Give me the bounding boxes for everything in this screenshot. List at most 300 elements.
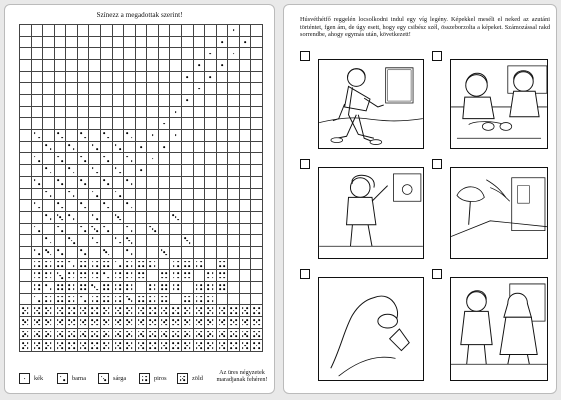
- grid-dot: [45, 300, 47, 302]
- grid-dot: [196, 335, 198, 337]
- grid-cell: [147, 212, 159, 224]
- grid-cell: [217, 305, 229, 317]
- grid-cell: [55, 200, 67, 212]
- grid-dot: [198, 321, 200, 323]
- grid-dot: [115, 284, 117, 286]
- grid-dot: [82, 321, 84, 323]
- grid-dot: [230, 335, 232, 337]
- story-panel-2: [450, 59, 548, 149]
- grid-cell: [194, 142, 206, 154]
- grid-cell: [159, 142, 171, 154]
- grid-cell: [194, 282, 206, 294]
- grid-dot: [131, 242, 133, 244]
- grid-dot: [235, 307, 237, 309]
- grid-dot: [36, 310, 38, 312]
- cell-dot-pattern: [182, 329, 193, 340]
- grid-dot: [247, 307, 249, 309]
- grid-dot: [61, 289, 63, 291]
- grid-dot: [50, 289, 52, 291]
- grid-cell: [217, 224, 229, 236]
- grid-dot: [230, 331, 232, 333]
- grid-dot: [177, 261, 179, 263]
- grid-dot: [138, 331, 140, 333]
- boy-girl-table-illustration: [451, 60, 547, 148]
- grid-cell: [20, 118, 32, 130]
- grid-cell: [159, 118, 171, 130]
- cell-dot-pattern: [32, 317, 43, 328]
- grid-dot: [230, 307, 232, 309]
- panel-1-checkbox[interactable]: [300, 51, 310, 61]
- grid-cell: [240, 329, 252, 341]
- grid-dot: [119, 307, 121, 309]
- grid-dot: [27, 347, 29, 349]
- grid-cell: [205, 270, 217, 282]
- grid-dot: [50, 324, 52, 326]
- grid-cell: [78, 25, 90, 37]
- cell-dot-pattern: [170, 212, 181, 223]
- cell-dot-pattern: [124, 247, 135, 258]
- grid-dot: [82, 310, 84, 312]
- grid-dot: [161, 319, 163, 321]
- grid-cell: [89, 153, 101, 165]
- grid-dot: [131, 273, 133, 275]
- grid-dot: [177, 277, 179, 279]
- grid-dot: [230, 312, 232, 314]
- grid-dot: [219, 335, 221, 337]
- cell-dot-pattern: [159, 142, 170, 153]
- cell-dot-pattern: [170, 305, 181, 316]
- cell-dot-pattern: [251, 340, 262, 351]
- grid-cell: [136, 294, 148, 306]
- grid-cell: [113, 153, 125, 165]
- grid-cell: [101, 329, 113, 341]
- grid-cell: [170, 153, 182, 165]
- grid-dot: [173, 342, 175, 344]
- grid-dot: [129, 310, 131, 312]
- legend-label: barna: [72, 375, 86, 382]
- cell-dot-pattern: [55, 305, 66, 316]
- grid-cell: [89, 305, 101, 317]
- grid-cell: [182, 25, 194, 37]
- grid-cell: [205, 48, 217, 60]
- grid-dot: [189, 277, 191, 279]
- cell-dot-pattern: [182, 270, 193, 281]
- grid-dot: [73, 242, 75, 244]
- grid-dot: [34, 179, 36, 181]
- grid-cell: [89, 107, 101, 119]
- grid-dot: [82, 345, 84, 347]
- grid-dot: [48, 310, 50, 312]
- grid-dot: [103, 132, 105, 134]
- grid-dot: [34, 265, 36, 267]
- grid-cell: [78, 305, 90, 317]
- grid-cell: [101, 107, 113, 119]
- grid-dot: [61, 160, 63, 162]
- grid-dot: [38, 331, 40, 333]
- grid-dot: [221, 321, 223, 323]
- grid-cell: [124, 259, 136, 271]
- grid-dot: [115, 324, 117, 326]
- grid-dot: [173, 273, 175, 275]
- grid-dot: [223, 331, 225, 333]
- grid-cell: [55, 235, 67, 247]
- grid-dot: [129, 240, 131, 242]
- grid-cell: [182, 153, 194, 165]
- grid-dot: [149, 324, 151, 326]
- grid-cell: [182, 118, 194, 130]
- cell-dot-pattern: [217, 37, 228, 48]
- grid-cell: [228, 317, 240, 329]
- grid-cell: [147, 107, 159, 119]
- grid-cell: [228, 200, 240, 212]
- left-worksheet-page: [4, 4, 275, 394]
- grid-dot: [45, 335, 47, 337]
- grid-cell: [136, 235, 148, 247]
- grid-dot: [210, 345, 212, 347]
- grid-cell: [182, 83, 194, 95]
- grid-dot: [138, 277, 140, 279]
- cell-dot-pattern: [251, 317, 262, 328]
- legend-label: zöld: [192, 375, 203, 382]
- grid-dot: [85, 331, 87, 333]
- cell-dot-pattern: [194, 294, 205, 305]
- grid-dot: [69, 214, 71, 216]
- grid-dot: [61, 137, 63, 139]
- cell-dot-pattern: [66, 165, 77, 176]
- grid-cell: [32, 165, 44, 177]
- grid-dot: [126, 249, 128, 251]
- legend-dot: [145, 376, 147, 378]
- grid-dot: [115, 261, 117, 263]
- grid-dot: [126, 342, 128, 344]
- grid-cell: [205, 317, 217, 329]
- grid-dot: [105, 251, 107, 253]
- grid-cell: [89, 294, 101, 306]
- grid-dot: [48, 251, 50, 253]
- cell-dot-pattern: [159, 247, 170, 258]
- grid-dot: [69, 144, 71, 146]
- grid-dot: [149, 331, 151, 333]
- grid-dot: [61, 254, 63, 256]
- grid-dot: [73, 284, 75, 286]
- grid-dot: [108, 277, 110, 279]
- cell-dot-pattern: [147, 329, 158, 340]
- grid-dot: [71, 310, 73, 312]
- grid-dot: [207, 307, 209, 309]
- grid-dot: [34, 156, 36, 158]
- grid-cell: [89, 72, 101, 84]
- grid-dot: [233, 345, 235, 347]
- cell-dot-pattern: [228, 340, 239, 351]
- grid-cell: [228, 153, 240, 165]
- grid-cell: [66, 212, 78, 224]
- grid-dot: [115, 319, 117, 321]
- grid-dot: [38, 342, 40, 344]
- grid-dot: [61, 312, 63, 314]
- grid-cell: [89, 95, 101, 107]
- grid-cell: [124, 340, 136, 352]
- grid-dot: [189, 307, 191, 309]
- grid-cell: [78, 235, 90, 247]
- grid-dot: [119, 265, 121, 267]
- panel-4-checkbox[interactable]: [432, 159, 442, 169]
- grid-dot: [212, 284, 214, 286]
- grid-cell: [124, 95, 136, 107]
- grid-dot: [177, 273, 179, 275]
- grid-cell: [101, 340, 113, 352]
- grid-cell: [89, 340, 101, 352]
- grid-dot: [27, 307, 29, 309]
- grid-cell: [32, 294, 44, 306]
- cell-dot-pattern: [228, 305, 239, 316]
- grid-dot: [38, 284, 40, 286]
- cell-dot-pattern: [43, 329, 54, 340]
- grid-dot: [27, 324, 29, 326]
- grid-dot: [219, 342, 221, 344]
- cell-dot-pattern: [32, 329, 43, 340]
- grid-cell: [136, 118, 148, 130]
- grid-dot: [73, 342, 75, 344]
- cell-dot-pattern: [89, 259, 100, 270]
- grid-cell: [78, 37, 90, 49]
- grid-dot: [138, 342, 140, 344]
- grid-cell: [159, 305, 171, 317]
- boy-walking-illustration: [319, 60, 423, 148]
- panel-5-checkbox[interactable]: [300, 269, 310, 279]
- grid-dot: [152, 135, 154, 137]
- cell-dot-pattern: [66, 329, 77, 340]
- grid-dot: [115, 214, 117, 216]
- grid-dot: [38, 261, 40, 263]
- cell-dot-pattern: [89, 224, 100, 235]
- grid-dot: [103, 249, 105, 251]
- grid-dot: [96, 273, 98, 275]
- grid-cell: [43, 153, 55, 165]
- grid-dot: [45, 277, 47, 279]
- grid-dot: [45, 191, 47, 193]
- grid-cell: [170, 142, 182, 154]
- grid-cell: [20, 95, 32, 107]
- grid-cell: [170, 212, 182, 224]
- grid-dot: [166, 331, 168, 333]
- grid-dot: [69, 167, 71, 169]
- grid-dot: [223, 342, 225, 344]
- grid-cell: [101, 189, 113, 201]
- grid-dot: [244, 310, 246, 312]
- grid-cell: [136, 317, 148, 329]
- grid-cell: [32, 37, 44, 49]
- grid-dot: [61, 277, 63, 279]
- grid-cell: [136, 130, 148, 142]
- grid-dot: [154, 335, 156, 337]
- grid-cell: [78, 48, 90, 60]
- grid-dot: [24, 310, 26, 312]
- cell-dot-pattern: [217, 340, 228, 351]
- grid-dot: [73, 265, 75, 267]
- grid-dot: [254, 312, 256, 314]
- grid-cell: [113, 60, 125, 72]
- grid-dot: [131, 137, 133, 139]
- grid-dot: [92, 284, 94, 286]
- panel-6-checkbox[interactable]: [432, 269, 442, 279]
- cell-dot-pattern: [147, 130, 158, 141]
- grid-cell: [147, 224, 159, 236]
- grid-cell: [228, 259, 240, 271]
- cell-dot-pattern: [147, 340, 158, 351]
- grid-cell: [101, 95, 113, 107]
- grid-dot: [85, 335, 87, 337]
- cell-dot-pattern: [55, 153, 66, 164]
- panel-2-checkbox[interactable]: [432, 51, 442, 61]
- grid-dot: [84, 254, 86, 256]
- grid-dot: [92, 319, 94, 321]
- grid-dot: [244, 321, 246, 323]
- grid-cell: [32, 95, 44, 107]
- grid-cell: [240, 189, 252, 201]
- grid-cell: [205, 37, 217, 49]
- grid-dot: [34, 249, 36, 251]
- cell-dot-pattern: [20, 317, 31, 328]
- grid-cell: [43, 72, 55, 84]
- legend-dot: [63, 379, 65, 381]
- cell-dot-pattern: [32, 130, 43, 141]
- legend-item-kek: [19, 373, 43, 384]
- grid-dot: [173, 289, 175, 291]
- grid-cell: [147, 25, 159, 37]
- cell-dot-pattern: [55, 329, 66, 340]
- grid-cell: [251, 60, 263, 72]
- cell-dot-pattern: [147, 305, 158, 316]
- grid-dot: [165, 300, 167, 302]
- grid-cell: [89, 270, 101, 282]
- cell-dot-pattern: [55, 224, 66, 235]
- panel-3-checkbox[interactable]: [300, 159, 310, 169]
- grid-cell: [43, 317, 55, 329]
- grid-cell: [20, 259, 32, 271]
- grid-dot: [59, 321, 61, 323]
- grid-cell: [43, 83, 55, 95]
- grid-dot: [119, 148, 121, 150]
- grid-cell: [228, 235, 240, 247]
- grid-dot: [59, 310, 61, 312]
- grid-dot: [196, 296, 198, 298]
- grid-dot: [96, 300, 98, 302]
- cell-dot-pattern: [101, 153, 112, 164]
- cell-dot-pattern: [113, 317, 124, 328]
- grid-dot: [38, 183, 40, 185]
- grid-cell: [124, 48, 136, 60]
- cell-dot-pattern: [124, 270, 135, 281]
- grid-dot: [96, 312, 98, 314]
- grid-cell: [43, 118, 55, 130]
- grid-cell: [66, 37, 78, 49]
- grid-cell: [240, 142, 252, 154]
- grid-dot: [57, 289, 59, 291]
- grid-cell: [251, 317, 263, 329]
- grid-dot: [126, 324, 128, 326]
- grid-dot: [200, 296, 202, 298]
- grid-dot: [108, 254, 110, 256]
- grid-cell: [147, 305, 159, 317]
- grid-dot: [69, 191, 71, 193]
- grid-cell: [205, 282, 217, 294]
- grid-cell: [32, 118, 44, 130]
- cell-dot-pattern: [205, 282, 216, 293]
- grid-cell: [147, 259, 159, 271]
- grid-dot: [34, 335, 36, 337]
- grid-dot: [80, 289, 82, 291]
- grid-dot: [212, 289, 214, 291]
- grid-dot: [69, 296, 71, 298]
- cell-dot-pattern: [43, 305, 54, 316]
- grid-cell: [251, 177, 263, 189]
- cell-dot-pattern: [217, 259, 228, 270]
- cell-dot-pattern: [43, 259, 54, 270]
- grid-dot: [219, 331, 221, 333]
- grid-cell: [32, 130, 44, 142]
- grid-cell: [66, 130, 78, 142]
- cell-dot-pattern: [55, 294, 66, 305]
- cell-dot-pattern: [240, 37, 251, 48]
- grid-cell: [20, 60, 32, 72]
- grid-cell: [20, 25, 32, 37]
- grid-dot: [129, 333, 131, 335]
- legend-item-zold: [177, 373, 203, 384]
- grid-dot: [80, 319, 82, 321]
- grid-cell: [89, 60, 101, 72]
- grid-cell: [159, 95, 171, 107]
- grid-cell: [20, 247, 32, 259]
- grid-cell: [89, 224, 101, 236]
- grid-dot: [119, 324, 121, 326]
- grid-dot: [119, 277, 121, 279]
- grid-dot: [196, 324, 198, 326]
- story-panel-1: [318, 59, 424, 149]
- grid-dot: [219, 273, 221, 275]
- grid-cell: [240, 247, 252, 259]
- grid-cell: [182, 305, 194, 317]
- grid-cell: [124, 142, 136, 154]
- legend-dot: [60, 376, 62, 378]
- boy-girl-greeting-illustration: [451, 278, 547, 380]
- cell-dot-pattern: [136, 270, 147, 281]
- grid-cell: [20, 153, 32, 165]
- grid-cell: [32, 270, 44, 282]
- grid-dot: [161, 300, 163, 302]
- grid-dot: [177, 335, 179, 337]
- cell-dot-pattern: [89, 270, 100, 281]
- grid-cell: [228, 83, 240, 95]
- grid-dot: [207, 296, 209, 298]
- grid-cell: [32, 340, 44, 352]
- grid-dot: [196, 331, 198, 333]
- grid-dot: [186, 321, 188, 323]
- grid-dot: [244, 345, 246, 347]
- grid-dot: [154, 261, 156, 263]
- grid-cell: [55, 60, 67, 72]
- cell-dot-pattern: [217, 270, 228, 281]
- grid-cell: [170, 189, 182, 201]
- grid-cell: [55, 212, 67, 224]
- grid-cell: [101, 37, 113, 49]
- grid-dot: [50, 347, 52, 349]
- grid-dot: [73, 319, 75, 321]
- grid-cell: [113, 212, 125, 224]
- grid-cell: [20, 72, 32, 84]
- grid-cell: [228, 95, 240, 107]
- cell-dot-pattern: [43, 212, 54, 223]
- cell-dot-pattern: [78, 329, 89, 340]
